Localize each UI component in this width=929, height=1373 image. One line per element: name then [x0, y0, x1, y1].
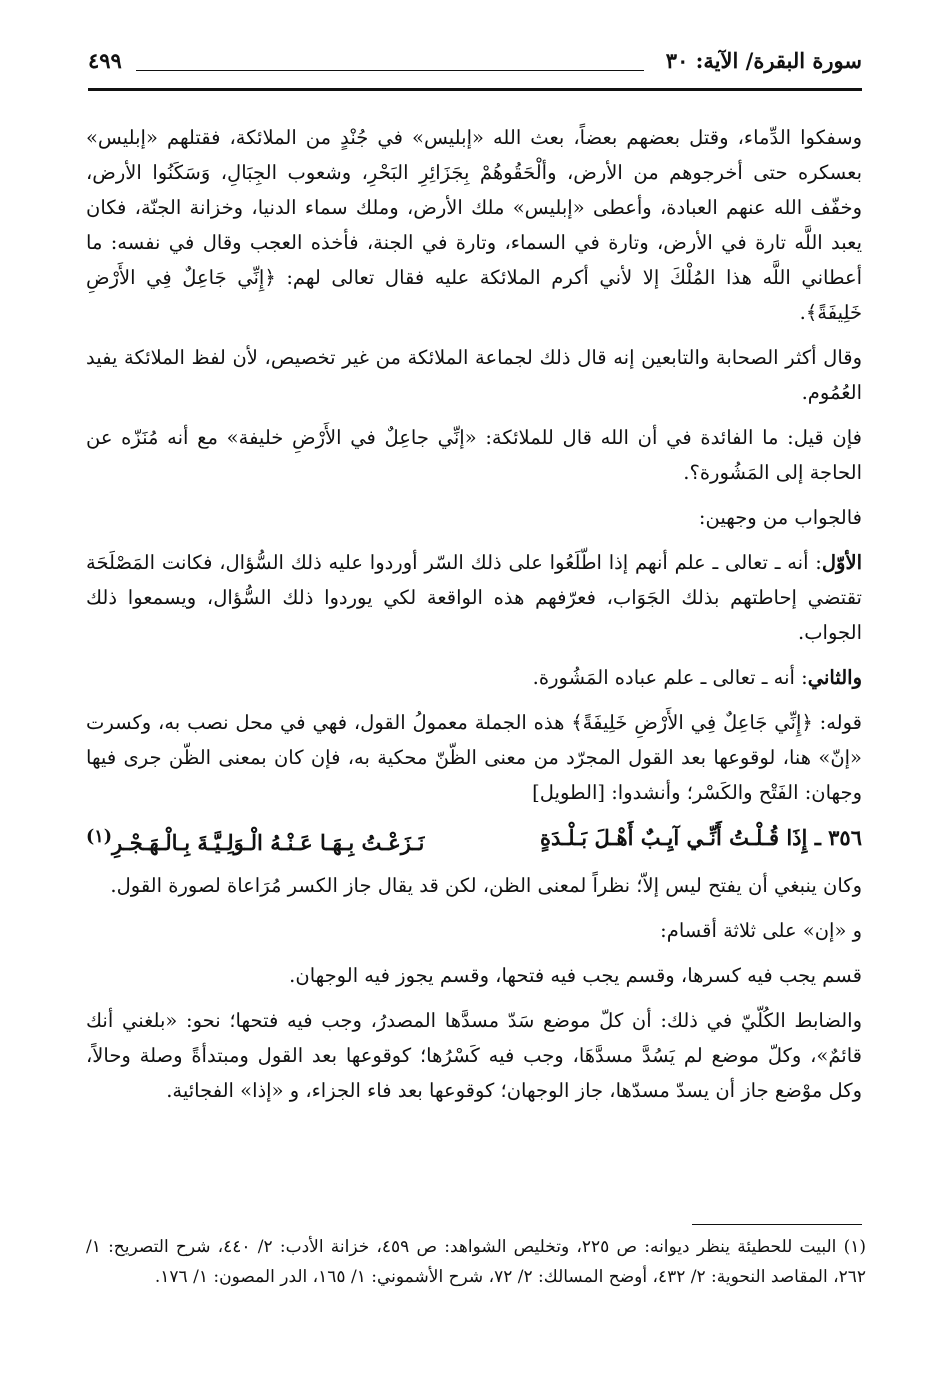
- verse-first-half-text: إِذَا قُـلْـتُ أَنِّـي آيِـبٌ أَهْـلَ بَـلْـدَةٍ: [540, 825, 808, 850]
- header-line: [136, 70, 644, 71]
- paragraph: وقال أكثر الصحابة والتابعين إنه قال ذلك لجماعة الملائكة من غير تخصيص، لأن لفظ الملائكة يفيد العُمُوم.: [86, 346, 862, 404]
- verse-second-half-text: نَـزَعْـتُ بِـهَـا عَـنْـهُ الْـوَلِـيَّـةَ بِـالْـهَـجْـرِ: [111, 830, 425, 855]
- footnote-separator: [692, 1224, 862, 1225]
- main-text: [86, 120, 862, 1118]
- verse-first-half: [540, 820, 862, 860]
- paragraph: و «إن» على ثلاثة أقسام:: [660, 919, 862, 942]
- paragraph-first-answer: [86, 545, 862, 650]
- first-answer-lead: الأوّل: [821, 551, 862, 574]
- paragraph: وسفكوا الدِّماء، وقتل بعضهم بعضاً، بعث الله «إبليس» في جُنْدٍ من الملائكة، فقتلهم «إبليس» بعسكره حتى أخرجوهم من الأرض، وألْحَقُوهُمْ بِجَزَائِرِ البَحْرِ، وشعوب الجِبَالِ، وَسَكَنُوا الأرض، وخفّف الله عنهم العبادة، وأعطى «إبليس» ملك الأرض، وملك سماء الدنيا، وخزانة الجنّة، فكان يعبد اللَّه تارة في الأرض، وتارة في السماء، وتارة في الجنة، فأخذه العجب وقال في نفسه: ما أعطاني اللَّه هذا المُلْكَ إلا لأني أكرم الملائكة عليه فقال تعالى لهم: ﴿إِنِّي جَاعِلٌ فِي الأَرْضِ خَلِيفَةً﴾.: [86, 126, 862, 324]
- footnote-ref: (١): [86, 827, 112, 847]
- second-answer-text: : أنه ـ تعالى ـ علم عباده المَشُورة.: [532, 666, 808, 689]
- header-rule: [88, 88, 862, 91]
- paragraph: فإن قيل: ما الفائدة في أن الله قال للملائكة: «إنِّي جاعِلٌ في الأَرْضِ خليفة» مع أنه مُنَزّه عن الحاجة إلى المَشُورة؟.: [86, 426, 862, 484]
- running-header: [88, 42, 862, 78]
- footnote: (١) البيت للحطيئة ينظر ديوانه: ص ٢٢٥، وتخليص الشواهد: ص ٤٥٩، خزانة الأدب: ٢/ ٤٤٠، شرح التصريح: ١/ ٢٦٢، المقاصد النحوية: ٢/ ٤٣٢، أوضح المسالك: ٢/ ٧٢، شرح الأشموني: ١/ ١٦٥، الدر المصون: ١/ ١٧٦.: [86, 1237, 866, 1287]
- second-answer-lead: والثاني: [807, 666, 862, 689]
- verse-number: ٣٥٦ ـ: [814, 825, 862, 850]
- paragraph: فالجواب من وجهين:: [698, 506, 862, 529]
- paragraph-second-answer: [86, 660, 862, 695]
- first-answer-text: : أنه ـ تعالى ـ علم أنهم إذا اطّلَعُوا على ذلك السّر أوردوا عليه ذلك السُّؤال، فكانت المَصْلَحَة تقتضي إحاطتهم بذلك الجَوَاب، فعرّفهم هذه الواقعة لكي يوردوا ذلك السُّؤال، ويسمعوا ذلك الجواب.: [86, 551, 862, 644]
- verse-second-half: [86, 820, 424, 860]
- page-number: ٤٩٩: [88, 48, 122, 73]
- paragraph: وكان ينبغي أن يفتح ليس إلاّ؛ نظراً لمعنى الظن، لكن قد يقال جاز الكسر مُرَاعاة لصورة القول.: [110, 874, 862, 897]
- poetry-verse: [86, 820, 862, 860]
- paragraph: والضابط الكُلّيّ في ذلك: أن كلّ موضع سَدّ مسدَّها المصدرُ، وجب فيه فتحها؛ نحو: «بلغني أنك قائمٌ»، وكلّ موضع لم يَسُدَّ مسدَّهَا، وجب فيه كَسْرُها؛ كوقوعها بعد القول ومبتدأةً وصلة وحالاً، وكل موْضع جاز أن يسدّ مسدّها، جاز الوجهان؛ كوقوعها بعد فاء الجزاء، و «إذا» الفجائية.: [86, 1009, 862, 1102]
- header-title: سورة البقرة/ الآية: ٣٠: [665, 48, 862, 73]
- paragraph: قسم يجب فيه كسرها، وقسم يجب فيه فتحها، وقسم يجوز فيه الوجهان.: [289, 964, 862, 987]
- paragraph: قوله: ﴿إِنِّي جَاعِلٌ فِي الأَرْضِ خَلِيفَةً﴾ هذه الجملة معمولُ القول، فهي في محل نصب به، وكسرت «إنّ» هنا، لوقوعها بعد القول المجرّد من معنى الظّنّ محكية به، فإن كان بمعنى الظّن جرى فيها وجهان: الفَتْح والكَسْر؛ وأنشدوا: [الطويل]: [86, 711, 862, 804]
- footnotes: [86, 1232, 866, 1292]
